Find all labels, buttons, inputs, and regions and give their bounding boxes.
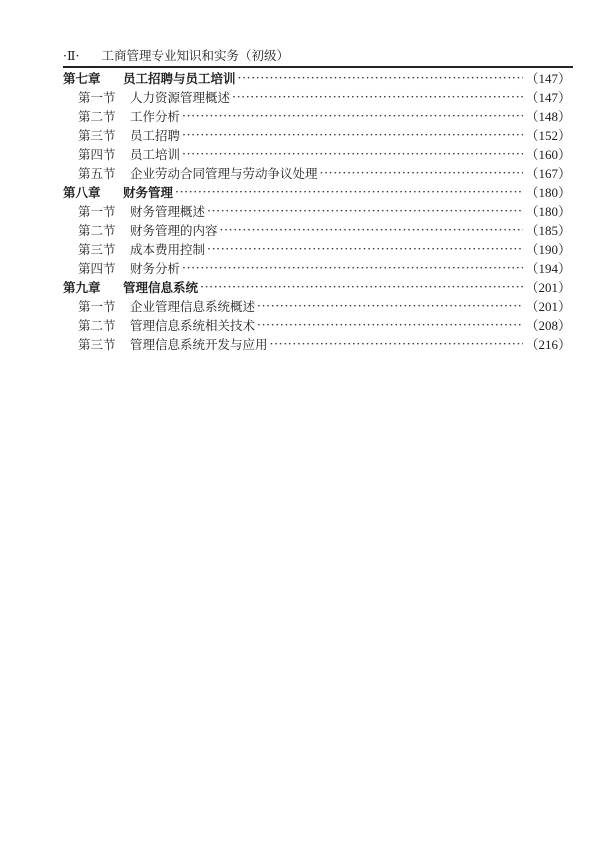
toc-title: 工作分析 xyxy=(130,109,181,124)
toc-section-row[interactable] xyxy=(63,259,571,278)
dot-leader xyxy=(207,201,523,220)
toc-section-row[interactable] xyxy=(63,88,571,107)
toc-section-row[interactable] xyxy=(63,126,571,145)
toc-section-row[interactable] xyxy=(63,202,571,221)
dot-leader xyxy=(257,296,523,315)
toc-label: 第七章 xyxy=(63,71,101,86)
dot-leader xyxy=(200,277,523,296)
book-title: 工商管理专业知识和实务（初级） xyxy=(101,48,289,63)
dot-leader xyxy=(182,144,523,163)
table-of-contents xyxy=(63,69,571,354)
toc-page-number: （201） xyxy=(525,280,571,295)
toc-chapter-row[interactable] xyxy=(63,278,571,297)
toc-label: 第二节 xyxy=(78,109,116,124)
toc-section-row[interactable] xyxy=(63,297,571,316)
toc-page-number: （208） xyxy=(525,318,571,333)
toc-page-number: （194） xyxy=(525,261,571,276)
toc-chapter-row[interactable] xyxy=(63,183,571,202)
toc-title: 财务管理的内容 xyxy=(130,223,218,238)
toc-title: 财务管理 xyxy=(123,185,174,200)
toc-label: 第五节 xyxy=(78,166,116,181)
toc-page-number: （201） xyxy=(525,299,571,314)
dot-leader xyxy=(270,334,524,353)
toc-section-row[interactable] xyxy=(63,335,571,354)
toc-page-number: （167） xyxy=(525,166,571,181)
toc-section-row[interactable] xyxy=(63,221,571,240)
dot-leader xyxy=(220,220,524,239)
toc-section-row[interactable] xyxy=(63,164,571,183)
toc-section-row[interactable] xyxy=(63,145,571,164)
running-header xyxy=(63,48,573,64)
toc-title: 管理信息系统开发与应用 xyxy=(130,337,268,352)
toc-chapter-row[interactable] xyxy=(63,69,571,88)
toc-title: 财务管理概述 xyxy=(130,204,206,219)
toc-title: 员工招聘与员工培训 xyxy=(123,71,236,86)
toc-title: 财务分析 xyxy=(130,261,181,276)
page-number: ·Ⅱ· xyxy=(63,48,80,63)
toc-label: 第三节 xyxy=(78,128,116,143)
toc-title: 管理信息系统相关技术 xyxy=(130,318,256,333)
toc-label: 第三节 xyxy=(78,337,116,352)
toc-label: 第九章 xyxy=(63,280,101,295)
dot-leader xyxy=(182,258,523,277)
toc-page-number: （216） xyxy=(525,337,571,352)
toc-title: 管理信息系统 xyxy=(123,280,199,295)
toc-page-number: （152） xyxy=(525,128,571,143)
toc-label: 第三节 xyxy=(78,242,116,257)
toc-title: 员工招聘 xyxy=(130,128,181,143)
toc-title: 人力资源管理概述 xyxy=(130,90,231,105)
dot-leader xyxy=(320,163,524,182)
toc-page-number: （185） xyxy=(525,223,571,238)
toc-label: 第二节 xyxy=(78,318,116,333)
dot-leader xyxy=(232,87,523,106)
toc-title: 员工培训 xyxy=(130,147,181,162)
toc-label: 第四节 xyxy=(78,147,116,162)
dot-leader xyxy=(182,125,523,144)
toc-label: 第一节 xyxy=(78,204,116,219)
toc-label: 第二节 xyxy=(78,223,116,238)
toc-label: 第一节 xyxy=(78,299,116,314)
toc-label: 第八章 xyxy=(63,185,101,200)
toc-label: 第一节 xyxy=(78,90,116,105)
toc-page-number: （180） xyxy=(525,204,571,219)
toc-page-number: （180） xyxy=(525,185,571,200)
dot-leader xyxy=(238,68,524,87)
dot-leader xyxy=(175,182,523,201)
toc-page-number: （148） xyxy=(525,109,571,124)
toc-title: 企业劳动合同管理与劳动争议处理 xyxy=(130,166,318,181)
toc-title: 企业管理信息系统概述 xyxy=(130,299,256,314)
toc-title: 成本费用控制 xyxy=(130,242,206,257)
toc-label: 第四节 xyxy=(78,261,116,276)
dot-leader xyxy=(182,106,523,125)
toc-page-number: （190） xyxy=(525,242,571,257)
toc-page-number: （147） xyxy=(525,71,571,86)
toc-page-number: （147） xyxy=(525,90,571,105)
dot-leader xyxy=(207,239,523,258)
toc-section-row[interactable] xyxy=(63,316,571,335)
toc-section-row[interactable] xyxy=(63,107,571,126)
toc-page-number: （160） xyxy=(525,147,571,162)
dot-leader xyxy=(257,315,523,334)
toc-section-row[interactable] xyxy=(63,240,571,259)
